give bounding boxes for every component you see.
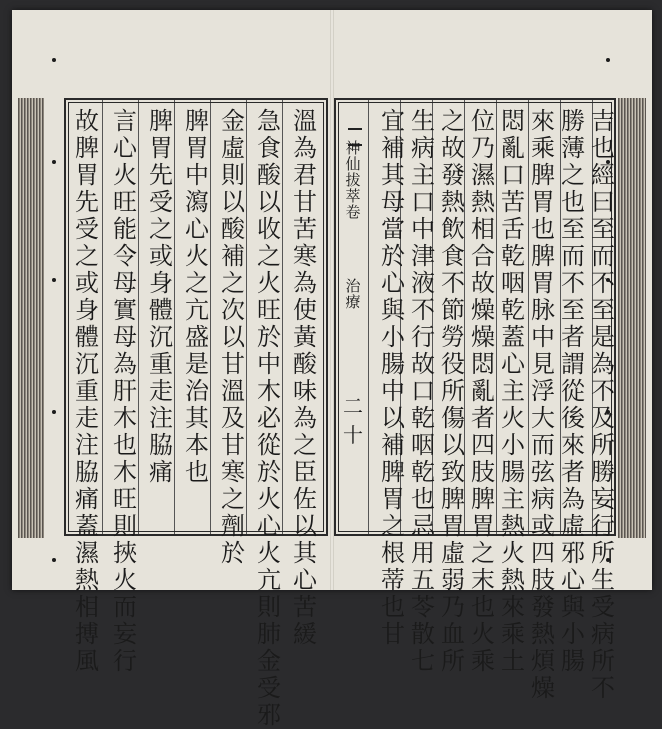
right-col-8: 宜 補 其 母 當 於 心 與 小 腸 中 以 補 脾 胃 之 根 蒂 也 甘 bbox=[381, 107, 405, 648]
binding-hole bbox=[52, 410, 56, 414]
binding-hole bbox=[52, 58, 56, 62]
left-col-1: 溫 為 君 甘 苦 寒 為 使 黃 酸 味 為 之 臣 佐 以 其 心 苦 緩 bbox=[293, 107, 317, 648]
right-col-7: 生 病 主 口 中 津 液 不 行 故 口 乾 咽 乾 也 忌 用 五 苓 散 七 bbox=[411, 107, 435, 675]
right-col-1: 吉 也 經 曰 至 而 不 至 是 為 不 及 所 勝 妄 行 所 生 受 病 所 不 bbox=[591, 107, 615, 702]
left-col-3: 金 虛 則 以 酸 補 之 次 以 甘 溫 及 甘 寒 之 劑 於 bbox=[221, 107, 245, 567]
page-number: 二十 bbox=[343, 394, 363, 447]
right-col-6: 之 故 發 熱 飲 食 不 節 勞 役 所 傷 以 致 脾 胃 虛 弱 乃 血 所 bbox=[441, 107, 465, 675]
right-col-3: 來 乘 脾 胃 也 脾 胃 脉 中 見 浮 大 而 弦 病 或 四 肢 發 熱 煩 燥 bbox=[531, 107, 555, 702]
right-col-2: 勝 薄 之 也 至 而 不 至 者 謂 從 後 來 者 為 虛 邪 心 與 小 腸 bbox=[561, 107, 585, 675]
binding-hole bbox=[606, 58, 610, 62]
binding-hole bbox=[52, 278, 56, 282]
binding-hole bbox=[52, 558, 56, 562]
center-section: 治 療 bbox=[345, 277, 361, 311]
right-col-4: 悶 亂 口 苦 舌 乾 咽 乾 蓋 心 主 火 小 腸 主 熱 火 熱 來 乘 土 bbox=[501, 107, 525, 675]
left-page-frame bbox=[64, 98, 328, 729]
left-col-5: 脾 胃 先 受 之 或 身 體 沉 重 走 注 脇 痛 bbox=[149, 107, 173, 486]
book-spread bbox=[12, 10, 652, 729]
left-col-2: 急 食 酸 以 收 之 火 旺 於 中 木 必 從 於 火 心 火 亢 則 肺 金 受 邪 bbox=[257, 107, 281, 729]
left-col-4: 脾 胃 中 瀉 心 火 之 亢 盛 是 治 其 本 也 bbox=[185, 107, 209, 486]
left-col-7: 故 脾 胃 先 受 之 或 身 體 沉 重 走 注 脇 痛 蓋 濕 熱 相 搏 風 bbox=[75, 107, 99, 675]
page-edge-left bbox=[18, 98, 44, 538]
right-col-5: 位 乃 濕 熱 相 合 故 燥 燥 悶 亂 者 四 肢 脾 胃 之 末 也 火 乘 bbox=[471, 107, 495, 675]
page-edge-right bbox=[618, 98, 646, 538]
center-title: 神 仙 拔 萃 卷 bbox=[345, 139, 361, 221]
left-col-6: 言 心 火 旺 能 令 母 實 母 為 肝 木 也 木 旺 則 挾 火 而 妄 行 bbox=[113, 107, 137, 675]
right-page-frame bbox=[334, 98, 616, 702]
binding-hole bbox=[52, 160, 56, 164]
